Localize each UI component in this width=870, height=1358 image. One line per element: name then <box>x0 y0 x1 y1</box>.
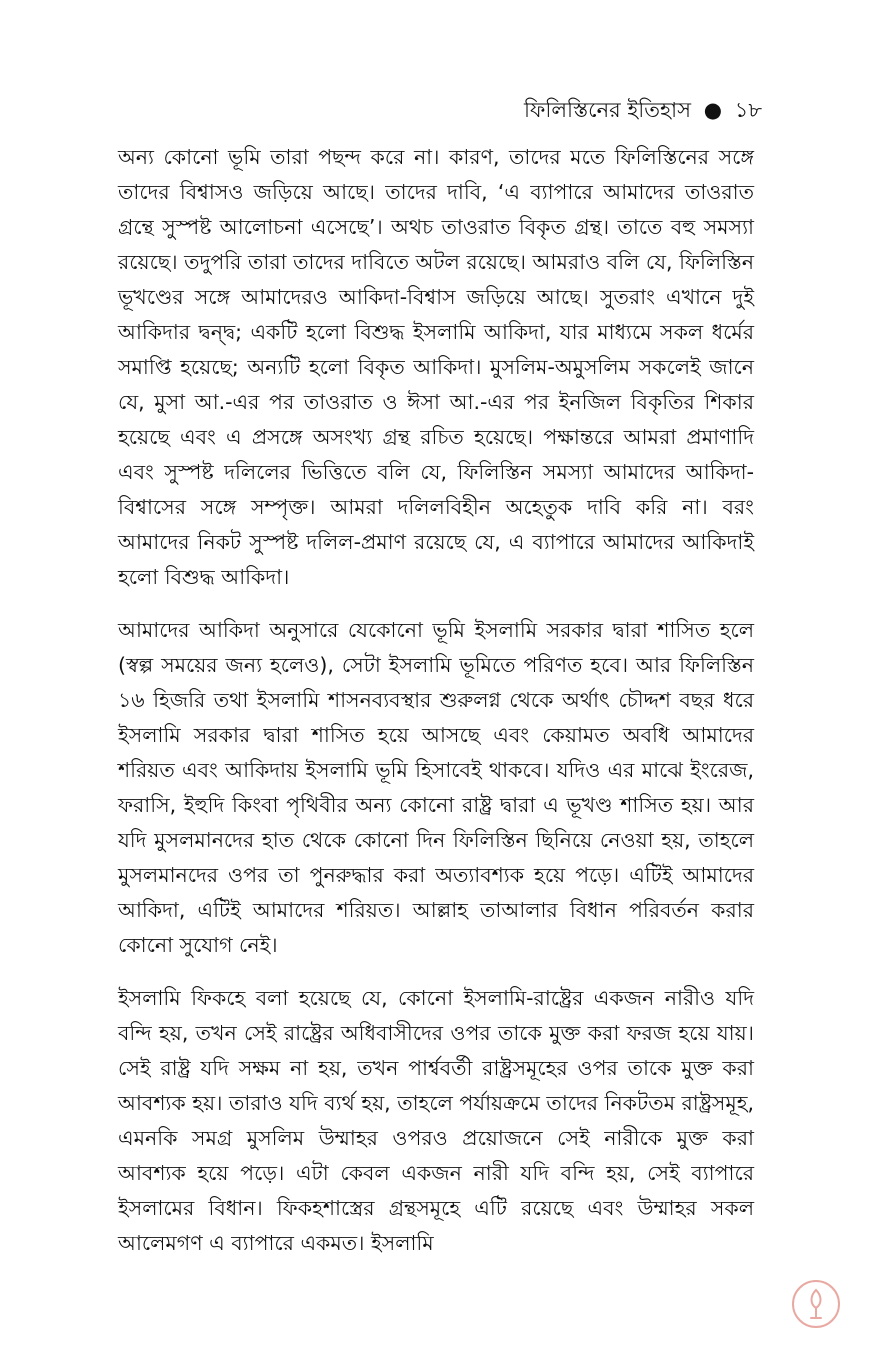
book-title: ফিলিস্তিনের ইতিহাস <box>524 98 692 122</box>
paragraph-3: ইসলামি ফিকহে বলা হয়েছে যে, কোনো ইসলামি-রাষ্ট্রের একজন নারীও যদি বন্দি হয়, তখন সেই রাষ্ট্রের অধিবাসীদের ওপর তাকে মুক্ত করা ফরজ হয়ে যায়। সেই রাষ্ট্র যদি সক্ষম না হয়, তখন পার্শ্ববর্তী রাষ্ট্রসমূহের ওপর তাকে মুক্ত করা আবশ্যক হয়। তারাও যদি ব্যর্থ হয়, তাহলে পর্যায়ক্রমে তাদের নিকটতম রাষ্ট্রসমূহ, এমনকি সমগ্র মুসলিম উম্মাহর ওপরও প্রয়োজনে সেই নারীকে মুক্ত করা আবশ্যক হয়ে পড়ে। এটা কেবল একজন নারী যদি বন্দি হয়, সেই ব্যাপারে ইসলামের বিধান। ফিকহশাস্ত্রের গ্রন্থসমূহে এটি রয়েছে এবং উম্মাহর সকল আলেমগণ এ ব্যাপারে একমত। ইসলামি <box>118 986 754 1255</box>
paragraph-2: আমাদের আকিদা অনুসারে যেকোনো ভূমি ইসলামি সরকার দ্বারা শাসিত হলে (স্বল্প সময়ের জন্য হলেও), সেটা ইসলামি ভূমিতে পরিণত হবে। আর ফিলিস্তিন ১৬ হিজরি তথা ইসলামি শাসনব্যবস্থার শুরুলগ্ন থেকে অর্থাৎ চৌদ্দশ বছর ধরে ইসলামি সরকার দ্বারা শাসিত হয়ে আসছে এবং কেয়ামত অবধি আমাদের শরিয়ত এবং আকিদায় ইসলামি ভূমি হিসাবেই থাকবে। যদিও এর মাঝে ইংরেজ, ফরাসি, ইহুদি কিংবা পৃথিবীর অন্য কোনো রাষ্ট্র দ্বারা এ ভূখণ্ড শাসিত হয়। আর যদি মুসলমানদের হাত থেকে কোনো দিন ফিলিস্তিন ছিনিয়ে নেওয়া হয়, তাহলে মুসলমানদের ওপর তা পুনরুদ্ধার করা অত্যাবশ্যক হয়ে পড়ে। এটিই আমাদের আকিদা, এটিই আমাদের শরিয়ত। আল্লাহ তাআলার বিধান পরিবর্তন করার কোনো সুযোগ নেই। <box>118 618 754 957</box>
header-bullet: ● <box>703 98 723 122</box>
publisher-logo-icon <box>790 1278 842 1330</box>
page-body <box>118 140 754 1261</box>
running-header <box>524 96 762 124</box>
page-number: ১৮ <box>734 98 762 122</box>
paragraph-1: অন্য কোনো ভূমি তারা পছন্দ করে না। কারণ, তাদের মতে ফিলিস্তিনের সঙ্গে তাদের বিশ্বাসও জড়িয়ে আছে। তাদের দাবি, ‘এ ব্যাপারে আমাদের তাওরাত গ্রন্থে সুস্পষ্ট আলোচনা এসেছে’। অথচ তাওরাত বিকৃত গ্রন্থ। তাতে বহু সমস্যা রয়েছে। তদুপরি তারা তাদের দাবিতে অটল রয়েছে। আমরাও বলি যে, ফিলিস্তিন ভূখণ্ডের সঙ্গে আমাদেরও আকিদা-বিশ্বাস জড়িয়ে আছে। সুতরাং এখানে দুই আকিদার দ্বন্দ্ব; একটি হলো বিশুদ্ধ ইসলামি আকিদা, যার মাধ্যমে সকল ধর্মের সমাপ্তি হয়েছে; অন্যটি হলো বিকৃত আকিদা। মুসলিম-অমুসলিম সকলেই জানে যে, মুসা আ.-এর পর তাওরাত ও ঈসা আ.-এর পর ইনজিল বিকৃতির শিকার হয়েছে এবং এ প্রসঙ্গে অসংখ্য গ্রন্থ রচিত হয়েছে। পক্ষান্তরে আমরা প্রমাণাদি এবং সুস্পষ্ট দলিলের ভিত্তিতে বলি যে, ফিলিস্তিন সমস্যা আমাদের আকিদা-বিশ্বাসের সঙ্গে সম্পৃক্ত। আমরা দলিলবিহীন অহেতুক দাবি করি না। বরং আমাদের নিকট সুস্পষ্ট দলিল-প্রমাণ রয়েছে যে, এ ব্যাপারে আমাদের আকিদাই হলো বিশুদ্ধ আকিদা। <box>118 145 754 589</box>
